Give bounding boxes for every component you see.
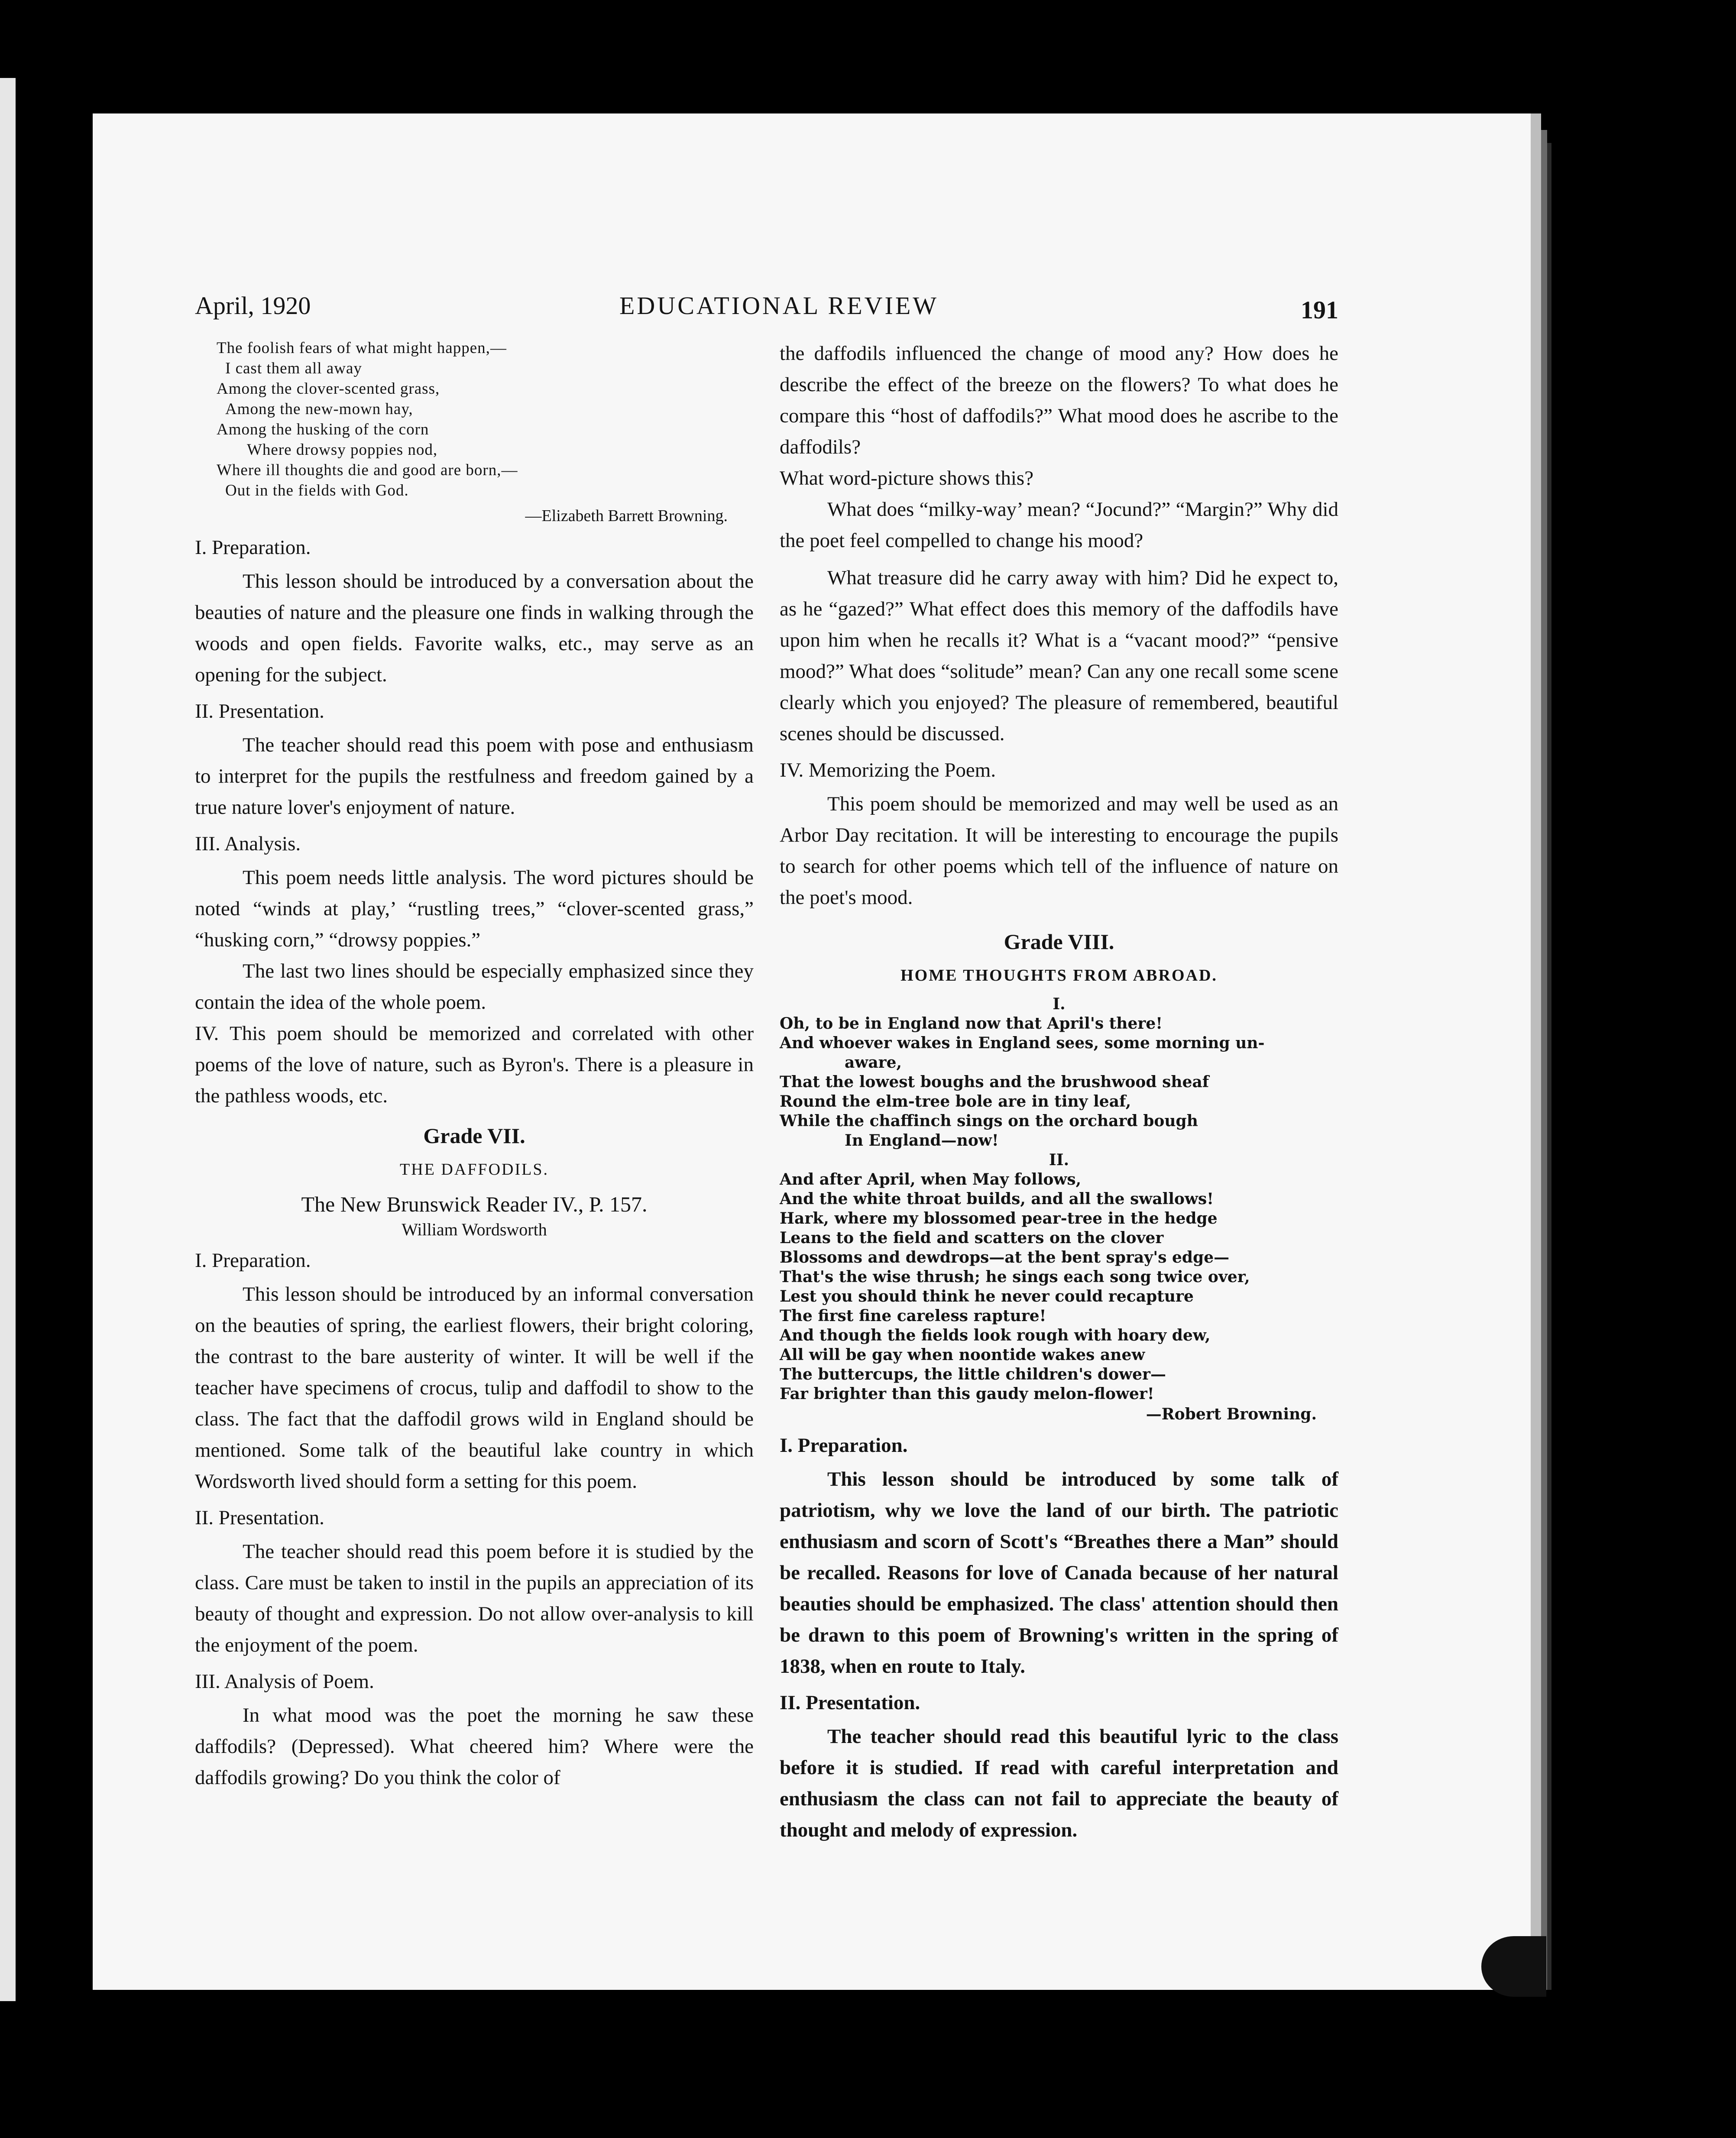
poem-line: Round the elm-tree bole are in tiny leaf, — [780, 1092, 1131, 1111]
poem-line: Lest you should think he never could recapture — [780, 1287, 1194, 1305]
poem-excerpt — [195, 338, 754, 501]
body-paragraph: This lesson should be introduced by some talk of patriotism, why we love the land of our birth. The patriotic enthusiasm and scorn of Scott's “Breathes there a Man” should be recalled. Reasons for love of Canada because of her natural beauties should be emphasized. The class' attention should then be drawn to this poem of Browning's written in the spring of 1838, when en route to Italy. — [780, 1468, 1338, 1678]
poem-line: Hark, where my blossomed pear-tree in the hedge — [780, 1209, 1218, 1228]
poem-line: In England—now! — [845, 1131, 999, 1150]
poem-line: That the lowest boughs and the brushwood sheaf — [780, 1073, 1209, 1091]
page-stack-edge — [1531, 113, 1541, 1990]
body-paragraph: This lesson should be introduced by an informal conversation on the beauties of spring, the earliest flowers, their bright coloring, the contrast to the bare austerity of winter. It will be well if the teacher have specimens of crocus, tulip and daffodil to show to the class. The fact that the daffodil grows wild in England should be mentioned. Some talk of the beautiful lake country in which Wordsworth lived should form a setting for this poem. — [195, 1283, 754, 1493]
poem-title: THE DAFFODILS. — [400, 1160, 549, 1179]
section-heading: II. Presentation. — [780, 1691, 920, 1714]
poem-line: Where ill thoughts die and good are born,— — [217, 461, 518, 479]
poem-line: I cast them all away — [225, 360, 362, 377]
journal-title: EDUCATIONAL REVIEW — [619, 292, 939, 320]
grade-heading: Grade VIII. — [1004, 930, 1114, 954]
stanza-numeral: II. — [1049, 1151, 1069, 1169]
section-heading: III. Analysis of Poem. — [195, 1670, 374, 1693]
body-paragraph: In what mood was the poet the morning he saw these daffodils? (Depressed). What cheered him? Where were the daffodils growing? Do you think the color of — [195, 1704, 754, 1789]
left-column — [195, 338, 754, 1793]
poem-line: And though the fields look rough with hoary dew, — [780, 1326, 1211, 1344]
poem-line: Out in the fields with God. — [225, 482, 409, 499]
poem-line: Oh, to be in England now that April's there! — [780, 1014, 1163, 1033]
body-paragraph: What treasure did he carry away with him? Did he expect to, as he “gazed?” What effect does this memory of the daffodils have upon him when he recalls it? What is a “vacant mood?” “pensive mood?” What does “solitude” mean? Can any one recall some scene clearly which you enjoyed? The pleasure of remembered, beautiful scenes should be discussed. — [780, 567, 1338, 745]
body-paragraph: This poem needs little analysis. The word pictures should be noted “winds at play,’ “rustling trees,” “clover-scented grass,” “husking corn,” “drowsy poppies.” — [195, 866, 754, 951]
book-cover-edge — [1547, 143, 1551, 1990]
poem-line: Among the husking of the corn — [217, 421, 429, 438]
section-heading: III. Analysis. — [195, 833, 301, 855]
body-paragraph: the daffodils influenced the change of mood any? How does he describe the effect of the breeze on the flowers? To what does he compare this “host of daffodils?” What mood does he ascribe to the daffodils? — [780, 342, 1338, 458]
running-header — [195, 291, 1338, 334]
poem-line: While the chaffinch sings on the orchard bough — [780, 1112, 1198, 1130]
section-heading: IV. Memorizing the Poem. — [780, 759, 996, 781]
section-heading: I. Preparation. — [195, 1249, 311, 1272]
poem-line: Where drowsy poppies nod, — [247, 441, 438, 459]
reader-reference: The New Brunswick Reader IV., P. 157. — [301, 1192, 648, 1216]
poem-line: Far brighter than this gaudy melon-flower! — [780, 1385, 1154, 1403]
body-paragraph: This poem should be memorized and may well be used as an Arbor Day recitation. It will be interesting to encourage the pupils to search for other poems which tell of the influence of nature on the poet's mood. — [780, 793, 1338, 909]
poem-line: Leans to the field and scatters on the clover — [780, 1229, 1164, 1247]
body-paragraph: IV. This poem should be memorized and correlated with other poems of the love of nature, such as Byron's. There is a pleasure in the pathless woods, etc. — [195, 1022, 754, 1107]
body-paragraph: The teacher should read this beautiful lyric to the class before it is studied. If read with careful interpretation and enthusiasm the class can not fail to appreciate the beauty of thought and melody of expression. — [780, 1725, 1338, 1841]
poem-line: Blossoms and dewdrops—at the bent spray's edge— — [780, 1248, 1230, 1267]
poem-attribution: —Elizabeth Barrett Browning. — [525, 507, 728, 525]
poem-author: William Wordsworth — [402, 1220, 547, 1239]
poem-line: The buttercups, the little children's dower— — [780, 1365, 1166, 1383]
poem-block — [780, 994, 1338, 1404]
poem-line: And whoever wakes in England sees, some morning un- — [780, 1034, 1265, 1052]
body-paragraph: The teacher should read this poem with pose and enthusiasm to interpret for the pupils the restfulness and freedom gained by a true nature lover's enjoyment of nature. — [195, 734, 754, 819]
poem-line: And after April, when May follows, — [780, 1170, 1082, 1189]
poem-line: Among the clover-scented grass, — [217, 380, 440, 398]
poem-line: Among the new-mown hay, — [225, 400, 413, 418]
page-number: 191 — [1301, 296, 1338, 324]
poem-line: The foolish fears of what might happen,— — [217, 339, 507, 357]
header-date: April, 1920 — [195, 292, 311, 320]
grade-heading: Grade VII. — [423, 1124, 525, 1148]
poem-line: And the white throat builds, and all the swallows! — [780, 1190, 1214, 1208]
poem-line: aware, — [845, 1053, 902, 1072]
poem-title: HOME THOUGHTS FROM ABROAD. — [900, 966, 1218, 985]
page-stack-edge-dark — [1541, 130, 1547, 1990]
body-paragraph: The last two lines should be especially emphasized since they contain the idea of the whole poem. — [195, 960, 754, 1014]
body-line: What word-picture shows this? — [780, 467, 1034, 489]
right-column — [780, 338, 1338, 1846]
section-heading: I. Preparation. — [195, 536, 311, 559]
stanza-numeral: I. — [1053, 995, 1066, 1013]
section-heading: II. Presentation. — [195, 700, 324, 722]
body-paragraph: The teacher should read this poem before it is studied by the class. Care must be taken to instil in the pupils an appreciation of its beauty of thought and expression. Do not allow over-analysis to kill the enjoyment of the poem. — [195, 1540, 754, 1656]
thumb-shadow — [1481, 1936, 1546, 1997]
body-paragraph: What does “milky-way’ mean? “Jocund?” “Margin?” Why did the poet feel compelled to change his mood? — [780, 498, 1338, 552]
body-paragraph: This lesson should be introduced by a conversation about the beauties of nature and the pleasure one finds in walking through the woods and open fields. Favorite walks, etc., may serve as an opening for the subject. — [195, 570, 754, 686]
poem-line: All will be gay when noontide wakes anew — [780, 1346, 1145, 1364]
poem-line: The first fine careless rapture! — [780, 1307, 1046, 1325]
poem-attribution: —Robert Browning. — [1146, 1405, 1317, 1423]
facing-page-edge — [0, 78, 16, 2001]
section-heading: I. Preparation. — [780, 1434, 908, 1457]
section-heading: II. Presentation. — [195, 1506, 324, 1529]
poem-line: That's the wise thrush; he sings each song twice over, — [780, 1268, 1250, 1286]
